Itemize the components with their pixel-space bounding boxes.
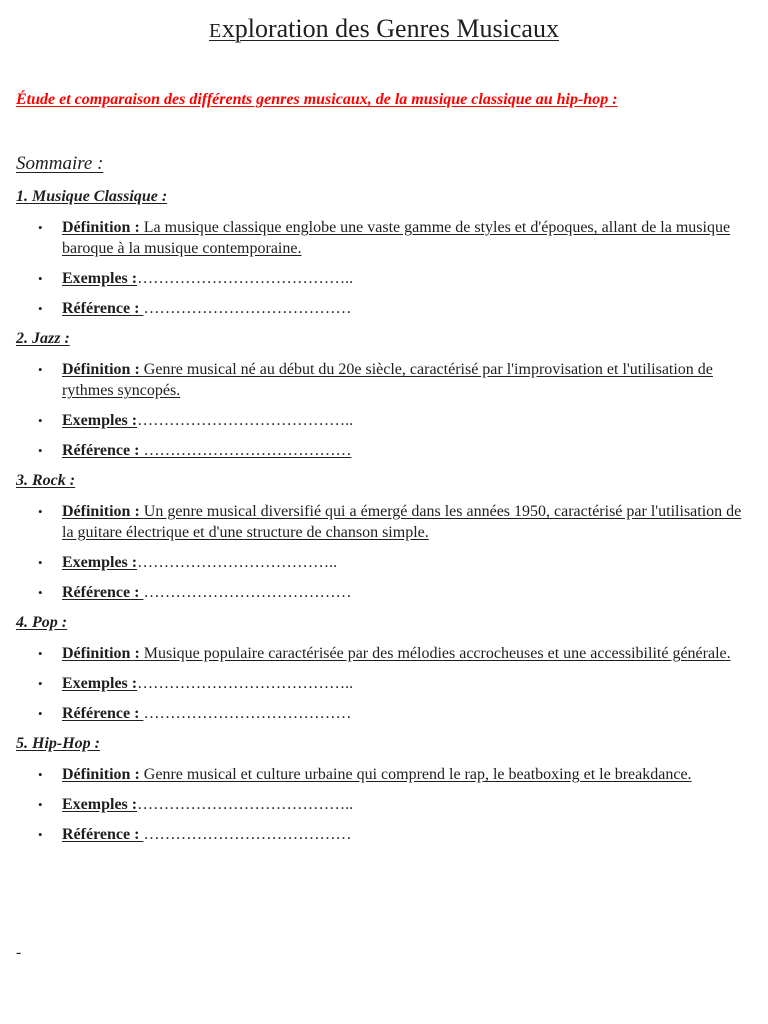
section-pop: [16, 612, 754, 724]
bullet-icon: •: [38, 767, 43, 782]
reference-label: Référence :: [62, 705, 144, 722]
definition-label: Définition :: [62, 766, 144, 783]
examples-item: [16, 410, 754, 431]
subtitle: Étude et comparaison des différents genres musicaux, de la musique classique au hip-hop :: [16, 91, 618, 108]
section-heading: 4. Pop :: [16, 614, 68, 631]
examples-item: [16, 552, 754, 573]
reference-item: [16, 298, 754, 319]
definition-text: Un genre musical diversifié qui a émergé dans les années 1950, caractérisé par l'utilisation de la guitare électrique et d'une structure de chanson simple.: [62, 503, 742, 541]
definition-label: Définition :: [62, 361, 144, 378]
examples-label: Exemples :: [62, 675, 138, 692]
reference-item: [16, 440, 754, 461]
section-items: [16, 764, 754, 845]
definition-label: Définition :: [62, 219, 144, 236]
examples-dots: …………………………………..: [137, 796, 354, 813]
reference-dots: …………………………………: [143, 584, 352, 601]
reference-item: [16, 703, 754, 724]
page-title: [0, 14, 768, 44]
bullet-icon: •: [38, 504, 43, 519]
reference-dots: …………………………………: [143, 705, 352, 722]
reference-item: [16, 824, 754, 845]
definition-item: [16, 501, 754, 543]
reference-dots: …………………………………: [143, 442, 352, 459]
section-musique-classique: [16, 186, 754, 319]
reference-dots: …………………………………: [143, 300, 352, 317]
section-heading: 5. Hip-Hop :: [16, 735, 100, 752]
title-first-letter: E: [209, 20, 222, 42]
sections-container: [16, 186, 754, 854]
reference-item: [16, 582, 754, 603]
reference-label: Référence :: [62, 300, 144, 317]
examples-dots: …………………………………..: [137, 270, 354, 287]
bullet-icon: •: [38, 797, 43, 812]
bullet-icon: •: [38, 555, 43, 570]
bullet-icon: •: [38, 413, 43, 428]
definition-item: [16, 643, 754, 664]
bullet-icon: •: [38, 827, 43, 842]
section-items: [16, 501, 754, 603]
bullet-icon: •: [38, 706, 43, 721]
sommaire-heading: Sommaire :: [16, 153, 104, 174]
definition-text: Musique populaire caractérisée par des mélodies accrocheuses et une accessibilité générale.: [143, 645, 731, 662]
reference-dots: …………………………………: [143, 826, 352, 843]
examples-dots: …………………………………..: [137, 675, 354, 692]
section-hip-hop: [16, 733, 754, 845]
examples-item: [16, 268, 754, 289]
examples-dots: ………………………………..: [137, 554, 338, 571]
bullet-icon: •: [38, 271, 43, 286]
definition-text: La musique classique englobe une vaste gamme de styles et d'époques, allant de la musique baroque à la musique contemporaine.: [62, 219, 731, 257]
definition-label: Définition :: [62, 503, 144, 520]
section-items: [16, 359, 754, 461]
section-items: [16, 643, 754, 724]
examples-item: [16, 794, 754, 815]
bullet-icon: •: [38, 585, 43, 600]
bullet-icon: •: [38, 646, 43, 661]
bullet-icon: •: [38, 676, 43, 691]
section-heading: 1. Musique Classique :: [16, 188, 168, 205]
examples-label: Exemples :: [62, 270, 138, 287]
bottom-mark: -: [16, 944, 22, 961]
definition-text: Genre musical et culture urbaine qui comprend le rap, le beatboxing et le breakdance.: [143, 766, 692, 783]
reference-label: Référence :: [62, 826, 144, 843]
examples-label: Exemples :: [62, 554, 138, 571]
examples-label: Exemples :: [62, 796, 138, 813]
bullet-icon: •: [38, 220, 43, 235]
examples-label: Exemples :: [62, 412, 138, 429]
definition-item: [16, 764, 754, 785]
reference-label: Référence :: [62, 442, 144, 459]
bullet-icon: •: [38, 362, 43, 377]
section-heading: 3. Rock :: [16, 472, 76, 489]
definition-text: Genre musical né au début du 20e siècle, caractérisé par l'improvisation et l'utilisation de rythmes syncopés.: [62, 361, 713, 399]
bullet-icon: •: [38, 301, 43, 316]
definition-label: Définition :: [62, 645, 144, 662]
definition-item: [16, 217, 754, 259]
title-rest: xploration des Genres Musicaux: [221, 14, 559, 43]
section-jazz: [16, 328, 754, 461]
bullet-icon: •: [38, 443, 43, 458]
section-heading: 2. Jazz :: [16, 330, 70, 347]
examples-dots: …………………………………..: [137, 412, 354, 429]
reference-label: Référence :: [62, 584, 144, 601]
section-items: [16, 217, 754, 319]
section-rock: [16, 470, 754, 603]
examples-item: [16, 673, 754, 694]
definition-item: [16, 359, 754, 401]
